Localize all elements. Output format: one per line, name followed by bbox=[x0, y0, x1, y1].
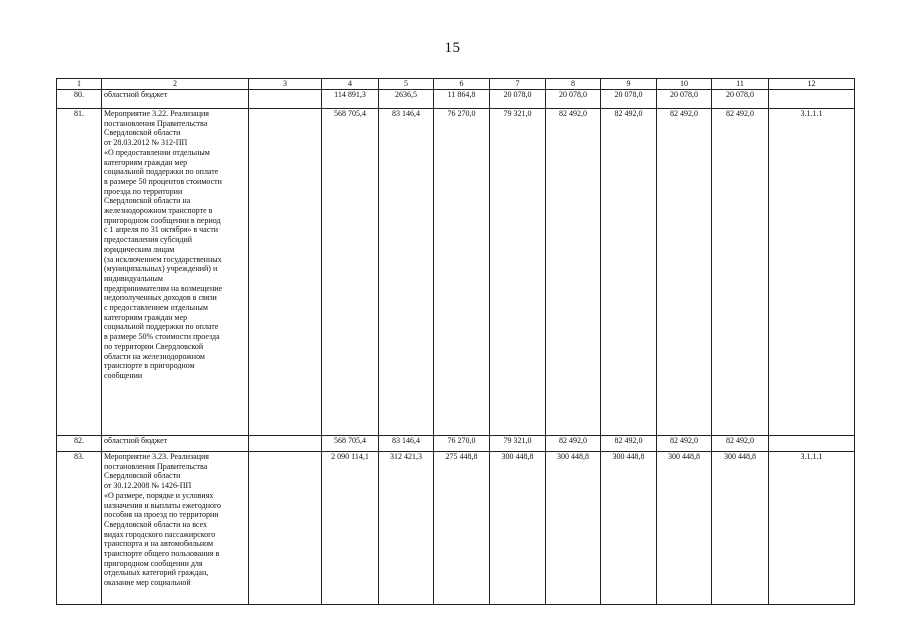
header-cell: 5 bbox=[379, 79, 434, 90]
value-cell: 2636,5 bbox=[379, 90, 434, 109]
value-cell: 83 146,4 bbox=[379, 436, 434, 452]
row-number: 82. bbox=[57, 436, 102, 452]
value-cell: 79 321,0 bbox=[490, 109, 546, 436]
header-cell: 4 bbox=[322, 79, 379, 90]
value-cell: 568 705,4 bbox=[322, 436, 379, 452]
value-cell: 82 492,0 bbox=[601, 436, 657, 452]
value-cell: 82 492,0 bbox=[546, 436, 601, 452]
value-cell: 2 090 114,1 bbox=[322, 452, 379, 605]
header-cell: 8 bbox=[546, 79, 601, 90]
header-cell: 10 bbox=[657, 79, 712, 90]
value-cell: 79 321,0 bbox=[490, 436, 546, 452]
row-description: областной бюджет bbox=[102, 90, 249, 109]
value-cell: 82 492,0 bbox=[657, 109, 712, 436]
value-cell: 20 078,0 bbox=[490, 90, 546, 109]
row-col3 bbox=[249, 436, 322, 452]
header-cell: 11 bbox=[712, 79, 769, 90]
table-row bbox=[57, 452, 855, 605]
value-cell: 82 492,0 bbox=[601, 109, 657, 436]
row-number: 83. bbox=[57, 452, 102, 605]
value-cell: 312 421,3 bbox=[379, 452, 434, 605]
value-cell: 11 864,8 bbox=[434, 90, 490, 109]
row-code: 3.1.1.1 bbox=[769, 109, 855, 436]
table-row bbox=[57, 109, 855, 436]
header-cell: 2 bbox=[102, 79, 249, 90]
value-cell: 275 448,8 bbox=[434, 452, 490, 605]
value-cell: 300 448,8 bbox=[546, 452, 601, 605]
value-cell: 20 078,0 bbox=[657, 90, 712, 109]
row-number: 80. bbox=[57, 90, 102, 109]
value-cell: 82 492,0 bbox=[657, 436, 712, 452]
row-code bbox=[769, 90, 855, 109]
value-cell: 20 078,0 bbox=[546, 90, 601, 109]
table-row bbox=[57, 436, 855, 452]
row-code bbox=[769, 436, 855, 452]
value-cell: 83 146,4 bbox=[379, 109, 434, 436]
table-row bbox=[57, 90, 855, 109]
value-cell: 300 448,8 bbox=[712, 452, 769, 605]
row-col3 bbox=[249, 109, 322, 436]
row-description: областной бюджет bbox=[102, 436, 249, 452]
row-description: Мероприятие 3.22. Реализация постановления Правительства Свердловской области от 28.03.2012 № 312-ПП «О предоставлении отдельным категориям граждан мер социальной поддержки по оплате в размере 50 процентов стоимости проезда по территории Свердловской области на железнодорожном транспорте в пригородном сообщении в период с 1 апреля по 31 октября» в части предоставления субсидий юридическим лицам (за исключением государственных (муниципальных) учреждений) и индивидуальным предпринимателям на возмещение недополученных доходов в связи с предоставлением отдельным категориям граждан мер социальной поддержки по оплате в размере 50% стоимости проезда по территории Свердловской области на железнодорожном транспорте в пригородном сообщении bbox=[102, 109, 249, 436]
header-row bbox=[57, 79, 855, 90]
header-cell: 9 bbox=[601, 79, 657, 90]
value-cell: 300 448,8 bbox=[657, 452, 712, 605]
value-cell: 114 891,3 bbox=[322, 90, 379, 109]
value-cell: 82 492,0 bbox=[712, 109, 769, 436]
header-cell: 12 bbox=[769, 79, 855, 90]
row-col3 bbox=[249, 90, 322, 109]
row-col3 bbox=[249, 452, 322, 605]
page-number: 15 bbox=[444, 40, 461, 56]
value-cell: 20 078,0 bbox=[712, 90, 769, 109]
value-cell: 76 270,0 bbox=[434, 109, 490, 436]
value-cell: 568 705,4 bbox=[322, 109, 379, 436]
header-cell: 1 bbox=[57, 79, 102, 90]
value-cell: 82 492,0 bbox=[546, 109, 601, 436]
value-cell: 300 448,8 bbox=[490, 452, 546, 605]
row-code: 3.1.1.1 bbox=[769, 452, 855, 605]
value-cell: 76 270,0 bbox=[434, 436, 490, 452]
header-cell: 6 bbox=[434, 79, 490, 90]
header-cell: 7 bbox=[490, 79, 546, 90]
value-cell: 82 492,0 bbox=[712, 436, 769, 452]
value-cell: 300 448,8 bbox=[601, 452, 657, 605]
header-cell: 3 bbox=[249, 79, 322, 90]
row-number: 81. bbox=[57, 109, 102, 436]
row-description: Мероприятие 3.23. Реализация постановления Правительства Свердловской области от 30.12.2008 № 1426-ПП «О размере, порядке и условиях назначения и выплаты ежегодного пособия на проезд по территории Свердловской области на всех видах городского пассажирского транспорта и на автомобильном транспорте общего пользования в пригородном сообщении для отдельных категорий граждан, оказание мер социальной bbox=[102, 452, 249, 605]
budget-table bbox=[56, 78, 855, 605]
value-cell: 20 078,0 bbox=[601, 90, 657, 109]
